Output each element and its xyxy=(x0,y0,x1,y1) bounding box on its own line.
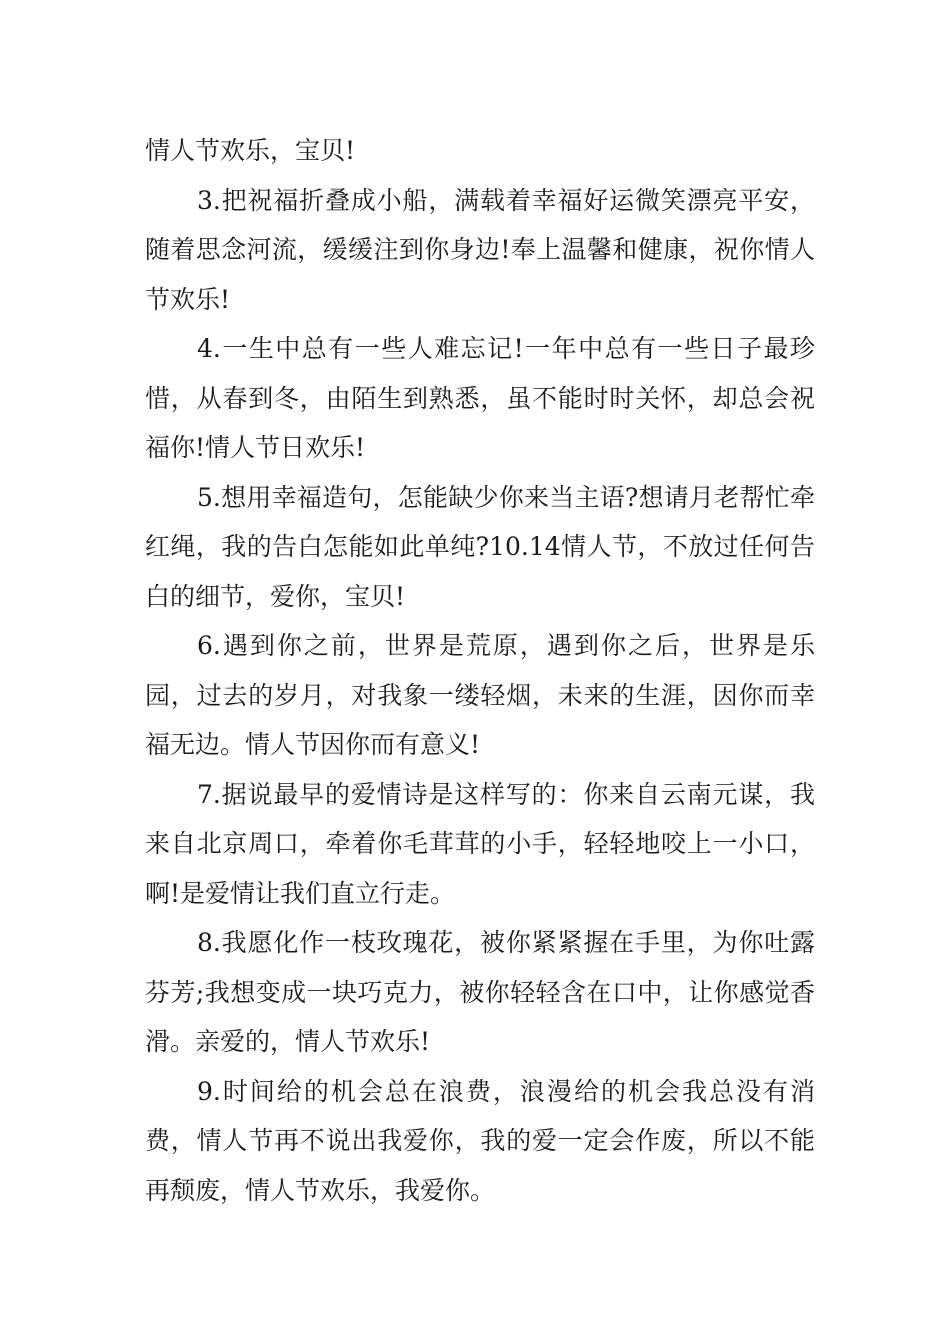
document-body xyxy=(145,126,815,1215)
paragraph-item-8: 8.我愿化作一枝玫瑰花，被你紧紧握在手里，为你吐露芬芳;我想变成一块巧克力，被你轻轻含在口中，让你感觉香滑。亲爱的，情人节欢乐! xyxy=(145,928,815,1056)
paragraph-item-6: 6.遇到你之前，世界是荒原，遇到你之后，世界是乐园，过去的岁月，对我象一缕轻烟，未来的生涯，因你而幸福无边。情人节因你而有意义! xyxy=(145,631,815,759)
paragraph-item-4: 4.一生中总有一些人难忘记!一年中总有一些日子最珍惜，从春到冬，由陌生到熟悉，虽不能时时关怀，却总会祝福你!情人节日欢乐! xyxy=(145,334,815,462)
paragraph-item-5: 5.想用幸福造句，怎能缺少你来当主语?想请月老帮忙牵红绳，我的告白怎能如此单纯?10.14情人节，不放过任何告白的细节，爱你，宝贝! xyxy=(145,482,815,611)
paragraph-item-3: 3.把祝福折叠成小船，满载着幸福好运微笑漂亮平安，随着思念河流，缓缓注到你身边!奉上温馨和健康，祝你情人节欢乐! xyxy=(145,185,815,314)
paragraph-continuation: 情人节欢乐，宝贝! xyxy=(145,136,356,165)
paragraph-item-9: 9.时间给的机会总在浪费，浪漫给的机会我总没有消费，情人节再不说出我爱你，我的爱一定会作废，所以不能再颓废，情人节欢乐，我爱你。 xyxy=(145,1076,815,1205)
paragraph-item-7: 7.据说最早的爱情诗是这样写的：你来自云南元谋，我来自北京周口，牵着你毛茸茸的小手，轻轻地咬上一小口，啊!是爱情让我们直立行走。 xyxy=(145,779,815,908)
